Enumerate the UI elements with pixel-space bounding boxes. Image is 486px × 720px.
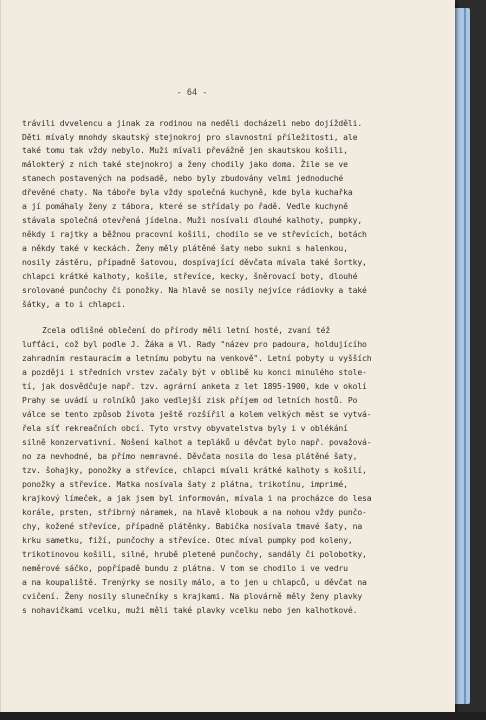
text-line: stanech postavených na podsadě, nebo byly zbudovány velmi jednoduché [22, 173, 344, 183]
text-line: a jí pomáhaly ženy z tábora, které se střídaly po řadě. Vedle kuchyně [22, 201, 348, 211]
text-line: Děti mívaly mnohdy skautský stejnokroj pro slavnostní příležitosti, ale [22, 132, 358, 142]
text-line: také tomu tak vždy nebylo. Muži mívali převážně jen skautskou košili, [22, 145, 348, 155]
text-line: tí, jak dosvědčuje např. tzv. agrární anketa z let 1895-1900, kde v okolí [22, 381, 367, 391]
text-line: dřevěné chaty. Na táboře byla vždy společná kuchyně, kde byla kuchařka [22, 187, 353, 197]
text-line: krajkový límeček, a jak jsem byl informován, mívala i na procházce do lesa [22, 493, 372, 503]
text-line: neměrové sáčko, popřípadě bundu z plátna. V tom se chodilo i ve vedru [22, 563, 348, 573]
text-line: korále, prsten, stříbrný náramek, na hlavě klobouk a na nohou vždy punčo- [22, 507, 367, 517]
scan-bottom-edge [0, 712, 486, 720]
text-line: šátky, a to i chlapci. [22, 299, 126, 309]
text-line: a na koupaliště. Trenýrky se nosily málo, a to jen u chlapců, u děvčat na [22, 577, 367, 587]
text-line: chy, kožené střevíce, případně plátěnky. Babička nosívala tmavé šaty, na [22, 521, 363, 531]
text-line: zahradním restauracím a letnímu pobytu na venkově". Letní pobyty u vyšších [22, 353, 372, 363]
text-line: s nohavičkami vcelku, muži měli také plavky vcelku nebo jen kalhotkové. [22, 605, 358, 615]
page-number: - 64 - [176, 88, 208, 98]
text-line: krku sametku, fiží, punčochy a střevíce. Otec míval pumpky pod koleny, [22, 535, 353, 545]
text-line: Zcela odlišné oblečení do přírody měli letní hosté, zvaní též [42, 325, 331, 335]
text-line: trávili dvvelencu a jinak za rodinou na neděli docházeli nebo dojížděli. [22, 118, 363, 128]
text-line: někdy i rajtky a běžnou pracovní košili, chodilo se ve střevících, botách [22, 229, 367, 239]
text-line: a později i středních vrstev začaly být v oblibě ku konci minulého stole- [22, 367, 367, 377]
text-line: trikotinovou košili, silné, hrubě pletené punčochy, sandály či polobotky, [22, 549, 367, 559]
text-line: nosily zástěru, případně šatovou, dospívající děvčata mívala také šortky, [22, 257, 367, 267]
text-line: řela síť rekreačních obcí. Tyto vrstvy obyvatelstva byly i v oblékání [22, 423, 348, 433]
text-line: cvičení. Ženy nosily slunečníky s krajkami. Na plovárně měly ženy plavky [22, 591, 363, 601]
text-line: a někdy také v keckách. Ženy měly plátěné šaty nebo sukni s halenkou, [22, 243, 348, 253]
text-line: no za nevhodné, ba přímo nemravné. Děvčata nosila do lesa plátěné šaty, [22, 451, 358, 461]
text-line: ponožky a střevíce. Matka nosívala šaty z plátna, trikotínu, imprimé, [22, 479, 348, 489]
text-line: lufťáci, což byl podle J. Žáka a Vl. Rady "název pro padoura, holdujícího [22, 339, 367, 349]
text-line: chlapci krátké kalhoty, košile, střevíce, kecky, šněrovací boty, dlouhé [22, 271, 358, 281]
text-line: Prahy se uvádí u rolníků jako vedlejší zisk příjem od letních hostů. Po [22, 395, 358, 405]
text-line: tzv. šohajky, ponožky a střevíce, chlapci mívali krátké kalhoty s košilí, [22, 465, 367, 475]
text-line: silně konzervativní. Nošení kalhot a tepláků u děvčat bylo např. považová- [22, 437, 372, 447]
text-line: válce se tento způsob života ještě rozšířil a kolem velkých měst se vytvá- [22, 409, 372, 419]
text-line: srolované punčochy či ponožky. Na hlavě se nosily nejvíce rádiovky a také [22, 285, 367, 295]
text-line: stávala společná otevřená jídelna. Muži nosívali dlouhé kalhoty, pumpky, [22, 215, 363, 225]
text-line: málokterý z nich také stejnokroj a ženy chodily jako doma. Žile se ve [22, 159, 348, 169]
